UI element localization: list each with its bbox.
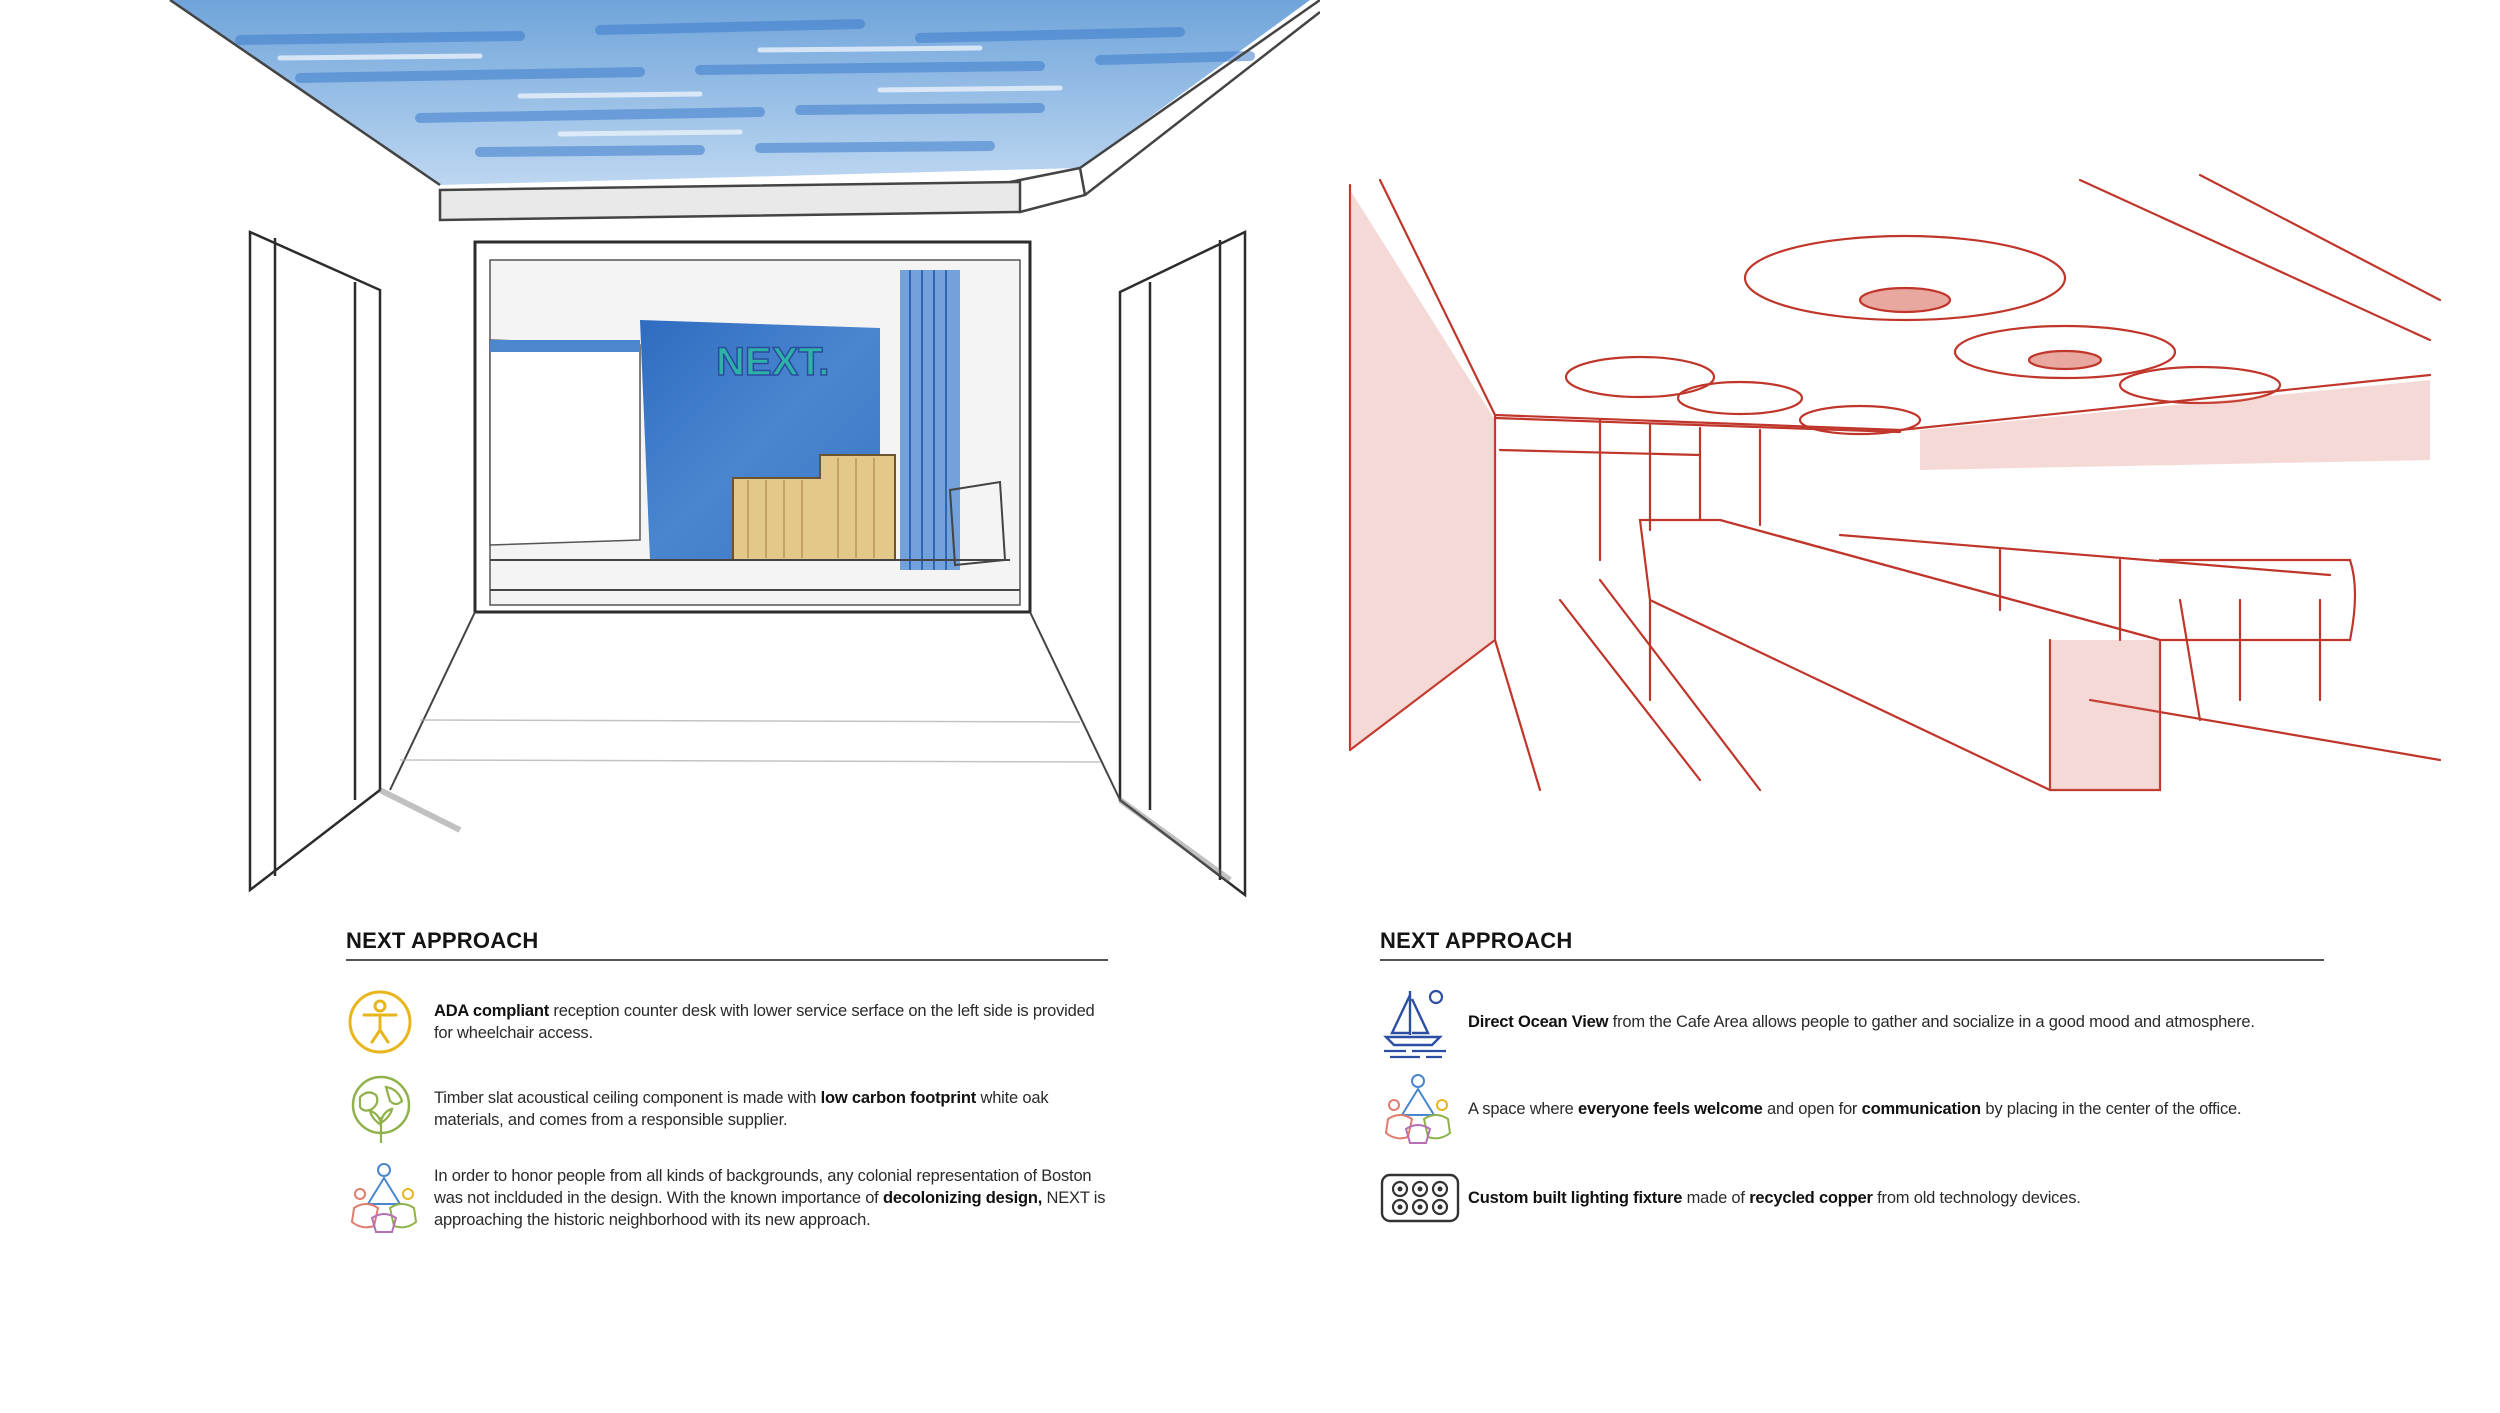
approach-item-decolonizing [346, 1158, 1108, 1238]
sailboat-icon [1380, 982, 1468, 1062]
approach-item-text: Custom built lighting fixture made of recycled copper from old technology devices. [1468, 1189, 2081, 1207]
approach-item-text: A space where everyone feels welcome and open for communication by placing in the center of the office. [1468, 1100, 2242, 1118]
approach-item-ada [346, 982, 1108, 1062]
approach-item-text: ADA compliant reception counter desk with lower service serface on the left side is provided for wheelchair access. [434, 1002, 1095, 1042]
approach-item-lighting [1380, 1158, 2324, 1238]
approach-item-ocean-view [1380, 982, 2324, 1062]
approach-item-text: Direct Ocean View from the Cafe Area allows people to gather and socialize in a good mood and atmosphere. [1468, 1013, 2255, 1031]
panel-title: NEXT APPROACH [1380, 928, 2324, 961]
panel-title: NEXT APPROACH [346, 928, 1108, 961]
community-hands-icon [1380, 1069, 1468, 1149]
approach-item-timber [346, 1069, 1108, 1149]
left-approach-panel [346, 928, 1108, 1229]
approach-item-text: Timber slat acoustical ceiling component is made with low carbon footprint white oak materials, and comes from a responsible supplier. [434, 1089, 1049, 1129]
accessibility-icon [346, 982, 434, 1062]
approach-item-text: In order to honor people from all kinds of backgrounds, any colonial representation of Boston was not inclduded in the design. With the known importance of decolonizing design, NEXT is approaching the historic neighborhood with its new approach. [434, 1167, 1106, 1229]
cafe-sketch [1330, 170, 2500, 810]
lighting-fixture-icon [1380, 1158, 1468, 1238]
eco-globe-icon [346, 1069, 434, 1149]
reception-sketch [160, 0, 1320, 920]
approach-item-welcome [1380, 1069, 2324, 1149]
community-hands-icon [346, 1158, 434, 1238]
ceiling-sky [170, 0, 1310, 185]
next-sign: NEXT. [716, 340, 830, 384]
right-approach-panel [1380, 928, 2324, 1207]
